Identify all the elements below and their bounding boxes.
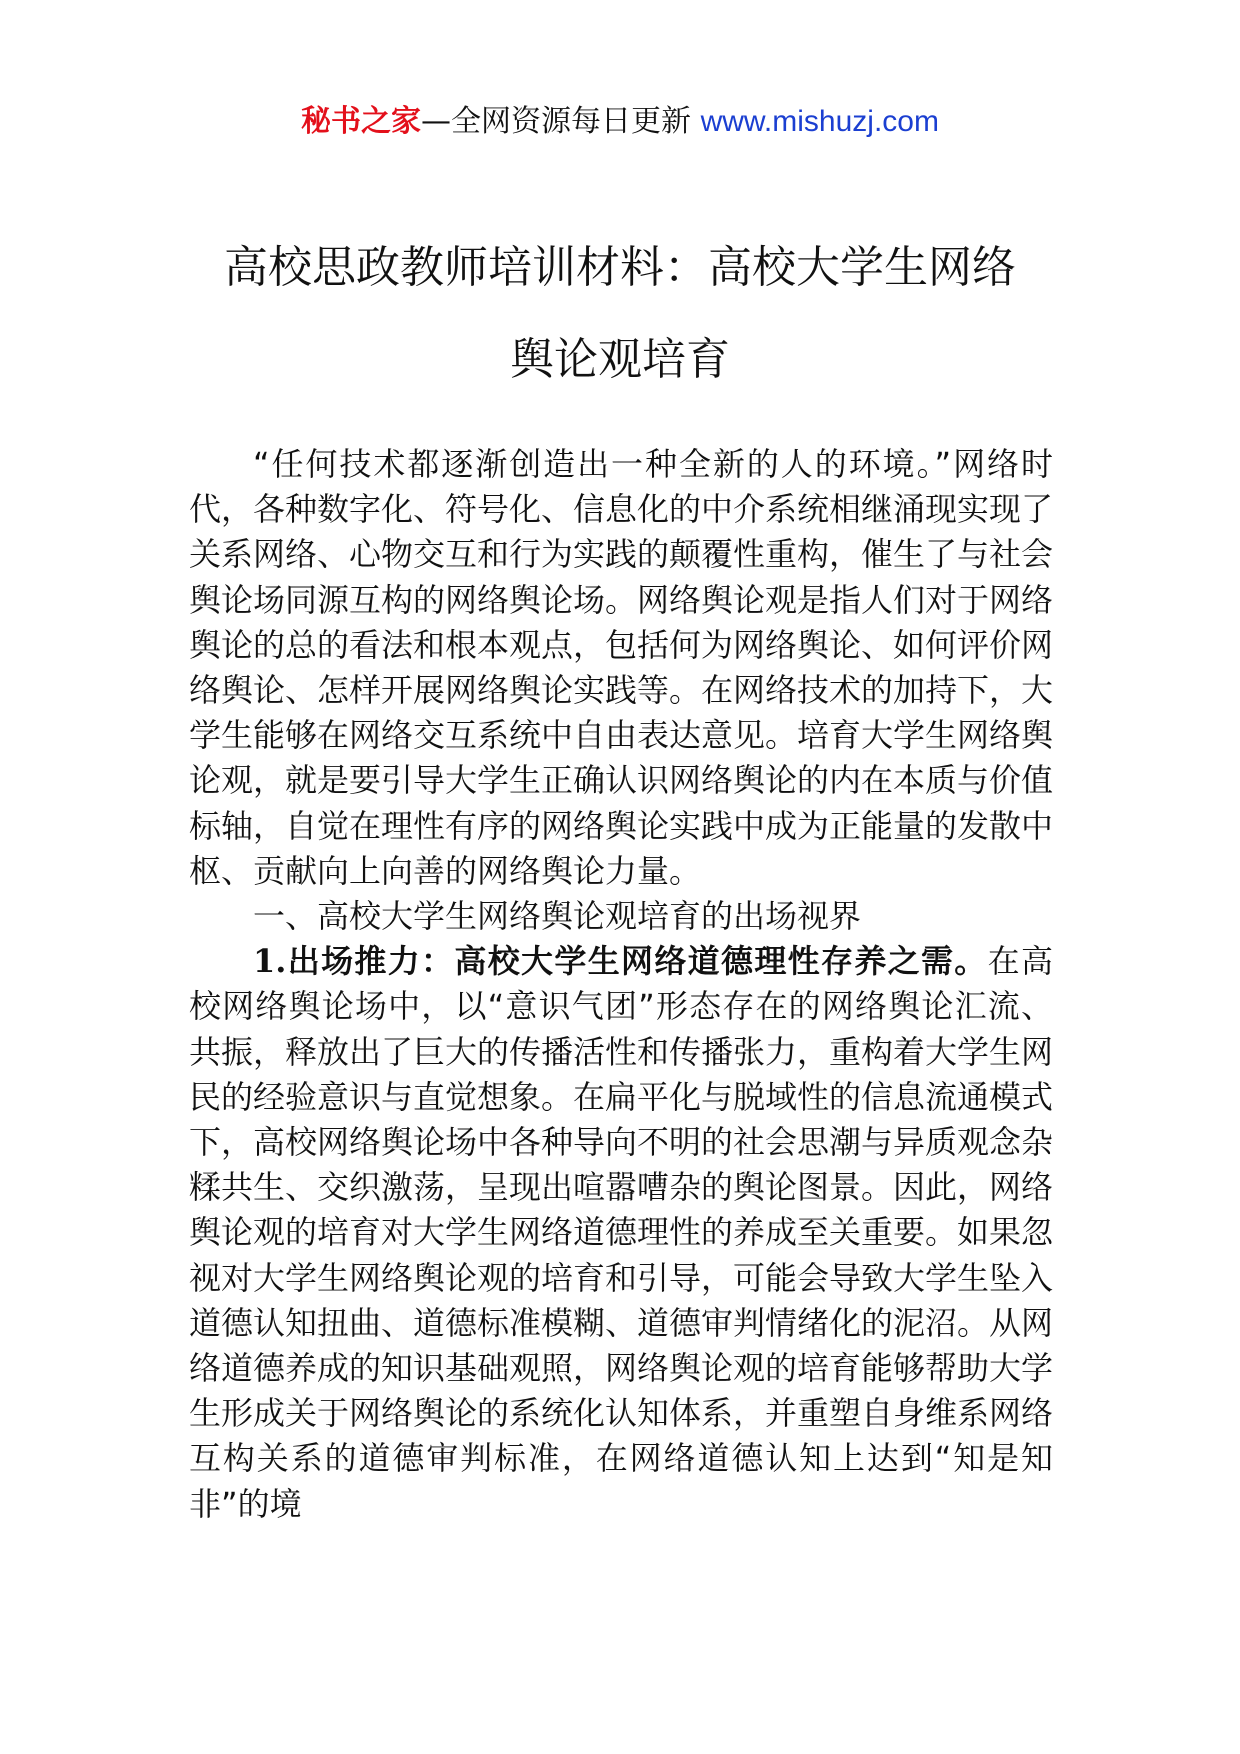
brand-name: 秘书之家 bbox=[301, 104, 422, 139]
paragraph-lead: 1.出场推力：高校大学生网络道德理性存养之需。 bbox=[253, 942, 988, 981]
paragraph-body: 在高校网络舆论场中，以“意识气团”形态存在的网络舆论汇流、共振，释放出了巨大的传播活性和传播张力，重构着大学生网民的经验意识与直觉想象。在扁平化与脱域性的信息流通模式下，高校网络舆论场中各种导向不明的社会思潮与异质观念杂糅共生、交织激荡，呈现出喧嚣嘈杂的舆论图景。因此，网络舆论观的培育对大学生网络道德理性的养成至关重要。如果忽视对大学生网络舆论观的培育和引导，可能会导致大学生坠入道德认知扭曲、道德标准模糊、道德审判情绪化的泥沼。从网络道德养成的知识基础观照，网络舆论观的培育能够帮助大学生形成关于网络舆论的系统化认知体系，并重塑自身维系网络互构关系的道德审判标准，在网络道德认知上达到“知是知非”的境 bbox=[189, 942, 1054, 1523]
banner-tagline: —全网资源每日更新 bbox=[421, 104, 692, 139]
site-banner bbox=[0, 100, 1240, 144]
paragraph-intro: “任何技术都逐渐创造出一种全新的人的环境。”网络时代，各种数字化、符号化、信息化的中介系统相继涌现实现了关系网络、心物交互和行为实践的颠覆性重构，催生了与社会舆论场同源互构的网络舆论场。网络舆论观是指人们对于网络舆论的总的看法和根本观点，包括何为网络舆论、如何评价网络舆论、怎样开展网络舆论实践等。在网络技术的加持下，大学生能够在网络交互系统中自由表达意见。培育大学生网络舆论观，就是要引导大学生正确认识网络舆论的内在本质与价值标轴，自觉在理性有序的网络舆论实践中成为正能量的发散中枢、贡献向上向善的网络舆论力量。 bbox=[189, 445, 1054, 890]
document-body bbox=[189, 442, 1053, 1527]
section-heading-1: 一、高校大学生网络舆论观培育的出场视界 bbox=[253, 897, 862, 936]
paragraph-section-1-1 bbox=[189, 939, 1053, 1527]
site-url-link[interactable]: www.mishuzj.com bbox=[700, 105, 939, 138]
title-line-1: 高校思政教师培训材料：高校大学生网络 bbox=[224, 242, 1016, 293]
title-line-2: 舆论观培育 bbox=[510, 334, 730, 385]
document-title bbox=[150, 222, 1090, 406]
